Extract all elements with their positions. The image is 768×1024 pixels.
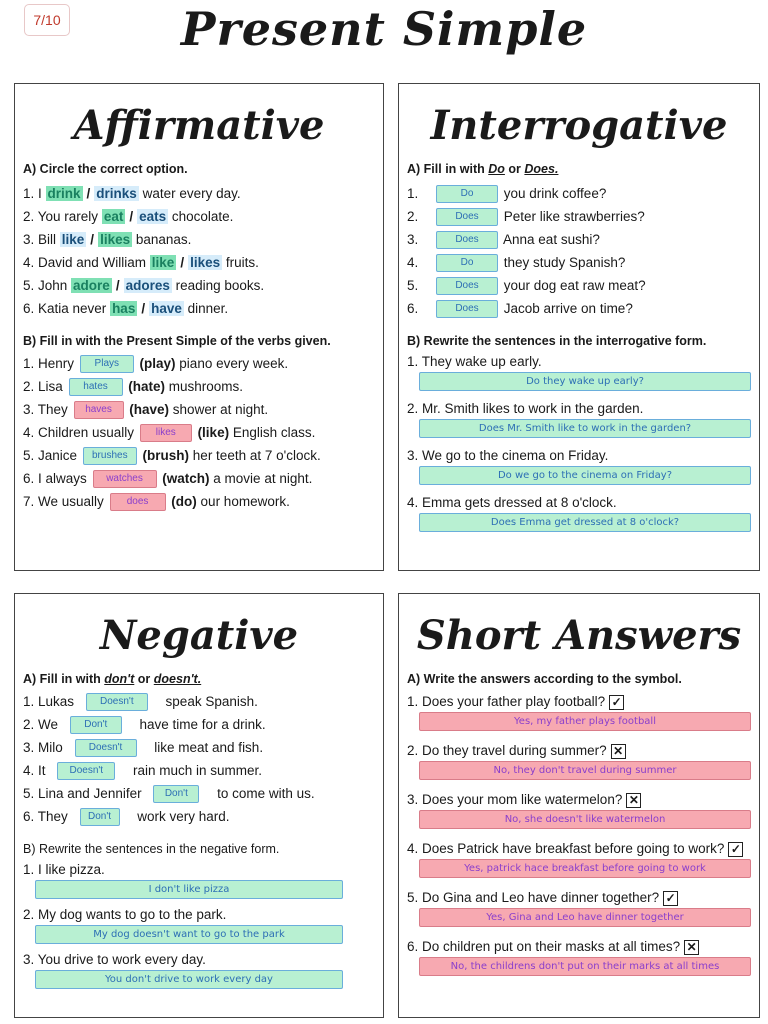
- answer-field[interactable]: does: [110, 493, 166, 511]
- item-number: 5.: [407, 278, 423, 293]
- answer-field[interactable]: Do: [436, 185, 498, 203]
- item-number: 3.: [407, 232, 423, 247]
- list-item: [23, 736, 375, 759]
- question-text: 1. They wake up early.: [407, 354, 542, 369]
- option-separator: /: [141, 301, 146, 316]
- item-suffix: speak Spanish.: [161, 694, 258, 709]
- answer-field[interactable]: Yes, my father plays football: [419, 712, 751, 731]
- list-item: [399, 446, 759, 485]
- item-suffix: water every day.: [138, 186, 241, 201]
- list-item: [23, 375, 375, 398]
- question-label: 6. Do children put on their masks at all times?: [407, 939, 681, 954]
- item-suffix: dinner.: [183, 301, 229, 316]
- option-1[interactable]: drink: [47, 186, 81, 201]
- question-text: [407, 839, 751, 859]
- list-item: [399, 352, 759, 391]
- item-suffix: English class.: [229, 425, 316, 440]
- answer-field[interactable]: haves: [74, 401, 124, 419]
- verb-hint: (watch): [158, 471, 210, 486]
- item-suffix: mushrooms.: [165, 379, 244, 394]
- item-suffix: they study Spanish?: [500, 255, 626, 270]
- item-prefix: 4. It: [23, 763, 50, 778]
- or-text: or: [137, 672, 151, 686]
- list-item: [399, 399, 759, 438]
- list-item: [23, 228, 375, 251]
- option-2[interactable]: drinks: [96, 186, 137, 201]
- checkmark-icon: ✓: [609, 695, 624, 710]
- question-text: [407, 937, 751, 957]
- interrogative-panel: [398, 83, 760, 571]
- list-item: [399, 839, 759, 878]
- answer-field[interactable]: Don't: [80, 808, 120, 826]
- item-suffix: have time for a drink.: [135, 717, 266, 732]
- item-prefix: 5. John: [23, 278, 72, 293]
- item-prefix: 2. Lisa: [23, 379, 67, 394]
- cross-icon: ✕: [611, 744, 626, 759]
- list-item: [407, 297, 751, 320]
- answer-field[interactable]: Does Mr. Smith like to work in the garden?: [419, 419, 751, 438]
- score-badge: 7/10: [24, 4, 70, 36]
- answer-field[interactable]: Doesn't: [86, 693, 148, 711]
- verb-hint: (like): [193, 425, 230, 440]
- question-text: [407, 692, 751, 712]
- question-text: [407, 741, 751, 761]
- question-label: 3. Does your mom like watermelon?: [407, 792, 623, 807]
- answer-field[interactable]: Does: [436, 300, 498, 318]
- answer-field[interactable]: Do they wake up early?: [419, 372, 751, 391]
- question-text: 4. Emma gets dressed at 8 o'clock.: [407, 495, 617, 510]
- list-item: [15, 950, 383, 989]
- option-1[interactable]: adore: [73, 278, 110, 293]
- list-item: [407, 274, 751, 297]
- verb-hint: (play): [135, 356, 176, 371]
- item-prefix: 3. They: [23, 402, 72, 417]
- item-suffix: Jacob arrive on time?: [500, 301, 633, 316]
- verb-hint: (have): [125, 402, 170, 417]
- item-prefix: 2. We: [23, 717, 62, 732]
- question-text: 2. My dog wants to go to the park.: [23, 907, 227, 922]
- list-item: [407, 251, 751, 274]
- option-separator: /: [129, 209, 134, 224]
- interrogative-title: Interrogative: [430, 102, 728, 149]
- question-label: 1. Does your father play football?: [407, 694, 606, 709]
- item-prefix: 1. Henry: [23, 356, 78, 371]
- affirmative-section-b: B) Fill in with the Present Simple of the verbs given.: [23, 334, 331, 348]
- list-item: [407, 228, 751, 251]
- negative-section-b: B) Rewrite the sentences in the negative form.: [23, 842, 280, 856]
- item-prefix: 2. You rarely: [23, 209, 102, 224]
- option-2[interactable]: eats: [139, 209, 167, 224]
- short-answers-title: Short Answers: [416, 612, 742, 659]
- list-item: [407, 182, 751, 205]
- answer-field[interactable]: Don't: [70, 716, 122, 734]
- item-prefix: 3. Bill: [23, 232, 60, 247]
- option-2[interactable]: adores: [125, 278, 170, 293]
- list-item: [399, 692, 759, 731]
- option-2[interactable]: likes: [100, 232, 131, 247]
- negative-panel: [14, 593, 384, 1018]
- answer-field[interactable]: No, she doesn't like watermelon: [419, 810, 751, 829]
- answer-field[interactable]: Does: [436, 231, 498, 249]
- question-text: [407, 888, 751, 908]
- list-item: [399, 888, 759, 927]
- affirmative-title: Affirmative: [73, 102, 325, 149]
- item-prefix: 7. We usually: [23, 494, 108, 509]
- option-1[interactable]: has: [112, 301, 136, 316]
- option-2[interactable]: likes: [190, 255, 221, 270]
- answer-field[interactable]: You don't drive to work every day: [35, 970, 343, 989]
- question-text: [407, 790, 751, 810]
- section-a-text: A) Fill in with: [23, 672, 101, 686]
- cross-icon: ✕: [684, 940, 699, 955]
- does-option: Does.: [524, 162, 559, 176]
- item-suffix: our homework.: [196, 494, 290, 509]
- list-item: [407, 205, 751, 228]
- list-item: [399, 937, 759, 976]
- list-item: [23, 782, 375, 805]
- answer-field[interactable]: Do we go to the cinema on Friday?: [419, 466, 751, 485]
- list-item: [23, 297, 375, 320]
- list-item: [399, 790, 759, 829]
- doesnt-option: doesn't.: [153, 672, 202, 686]
- list-item: [399, 741, 759, 780]
- answer-field[interactable]: watches: [93, 470, 157, 488]
- list-item: [23, 490, 375, 513]
- list-item: [23, 182, 375, 205]
- list-item: [23, 398, 375, 421]
- item-suffix: shower at night.: [169, 402, 269, 417]
- answer-field[interactable]: Plays: [80, 355, 134, 373]
- verb-hint: (do): [167, 494, 197, 509]
- answer-field[interactable]: hates: [69, 378, 123, 396]
- or-text: or: [508, 162, 521, 176]
- checkmark-icon: ✓: [728, 842, 743, 857]
- item-number: 1.: [407, 186, 423, 201]
- question-label: 2. Do they travel during summer?: [407, 743, 607, 758]
- item-prefix: 4. Children usually: [23, 425, 138, 440]
- option-separator: /: [115, 278, 120, 293]
- question-text: 1. I like pizza.: [23, 862, 105, 877]
- item-suffix: Anna eat sushi?: [500, 232, 600, 247]
- item-prefix: 6. Katia never: [23, 301, 111, 316]
- list-item: [23, 352, 375, 375]
- question-text: 3. You drive to work every day.: [23, 952, 206, 967]
- answer-field[interactable]: Doesn't: [57, 762, 115, 780]
- item-suffix: your dog eat raw meat?: [500, 278, 646, 293]
- answer-field[interactable]: No, they don't travel during summer: [419, 761, 751, 780]
- list-item: [23, 274, 375, 297]
- item-prefix: 3. Milo: [23, 740, 67, 755]
- verb-hint: (brush): [138, 448, 190, 463]
- interrogative-section-a: [407, 162, 751, 176]
- answer-field[interactable]: Yes, Gina and Leo have dinner together: [419, 908, 751, 927]
- item-suffix: a movie at night.: [209, 471, 313, 486]
- option-1[interactable]: eat: [103, 209, 124, 224]
- section-a-text: A) Fill in with: [407, 162, 485, 176]
- list-item: [23, 690, 375, 713]
- item-suffix: work very hard.: [133, 809, 230, 824]
- option-1[interactable]: like: [61, 232, 85, 247]
- answer-field[interactable]: Does: [436, 277, 498, 295]
- affirmative-section-a: A) Circle the correct option.: [23, 162, 188, 176]
- item-suffix: to come with us.: [213, 786, 315, 801]
- answer-field[interactable]: Does: [436, 208, 498, 226]
- list-item: [15, 860, 383, 899]
- answer-field[interactable]: Does Emma get dressed at 8 o'clock?: [419, 513, 751, 532]
- list-item: [23, 251, 375, 274]
- item-suffix: rain much in summer.: [129, 763, 263, 778]
- answer-field[interactable]: No, the childrens don't put on their marks at all times: [419, 957, 751, 976]
- item-prefix: 5. Lina and Jennifer: [23, 786, 146, 801]
- answer-field[interactable]: I don't like pizza: [35, 880, 343, 899]
- list-item: [15, 905, 383, 944]
- item-suffix: reading books.: [171, 278, 265, 293]
- option-1[interactable]: like: [151, 255, 175, 270]
- item-suffix: piano every week.: [175, 356, 289, 371]
- item-suffix: you drink coffee?: [500, 186, 607, 201]
- option-2[interactable]: have: [151, 301, 182, 316]
- list-item: [23, 805, 375, 828]
- item-prefix: 1. I: [23, 186, 46, 201]
- item-suffix: fruits.: [222, 255, 259, 270]
- item-prefix: 6. I always: [23, 471, 91, 486]
- answer-field[interactable]: brushes: [83, 447, 137, 465]
- affirmative-panel: [14, 83, 384, 571]
- list-item: [23, 444, 375, 467]
- list-item: [23, 467, 375, 490]
- list-item: [23, 759, 375, 782]
- short-answers-panel: [398, 593, 760, 1018]
- interrogative-section-b: B) Rewrite the sentences in the interrogative form.: [407, 334, 707, 348]
- negative-title: Negative: [99, 612, 299, 659]
- answer-field[interactable]: likes: [140, 424, 192, 442]
- item-number: 4.: [407, 255, 423, 270]
- list-item: [23, 421, 375, 444]
- negative-section-a: [23, 672, 375, 686]
- answer-field[interactable]: My dog doesn't want to go to the park: [35, 925, 343, 944]
- question-label: 5. Do Gina and Leo have dinner together?: [407, 890, 660, 905]
- question-label: 4. Does Patrick have breakfast before going to work?: [407, 841, 725, 856]
- list-item: [23, 205, 375, 228]
- item-suffix: chocolate.: [168, 209, 234, 224]
- item-number: 2.: [407, 209, 423, 224]
- item-suffix: Peter like strawberries?: [500, 209, 645, 224]
- checkmark-icon: ✓: [663, 891, 678, 906]
- list-item: [23, 713, 375, 736]
- option-separator: /: [180, 255, 185, 270]
- item-number: 6.: [407, 301, 423, 316]
- page-title: Present Simple: [180, 2, 588, 56]
- item-prefix: 4. David and William: [23, 255, 150, 270]
- answer-field[interactable]: Do: [436, 254, 498, 272]
- option-separator: /: [90, 232, 95, 247]
- question-text: 3. We go to the cinema on Friday.: [407, 448, 609, 463]
- item-prefix: 6. They: [23, 809, 72, 824]
- answer-field[interactable]: Yes, patrick hace breakfast before going to work: [419, 859, 751, 878]
- item-suffix: bananas.: [132, 232, 192, 247]
- item-suffix: her teeth at 7 o'clock.: [189, 448, 321, 463]
- cross-icon: ✕: [626, 793, 641, 808]
- item-prefix: 5. Janice: [23, 448, 81, 463]
- short-answers-section-a: A) Write the answers according to the symbol.: [407, 672, 682, 686]
- item-prefix: 1. Lukas: [23, 694, 78, 709]
- item-suffix: like meat and fish.: [150, 740, 264, 755]
- list-item: [399, 493, 759, 532]
- do-option: Do: [488, 162, 505, 176]
- dont-option: don't: [104, 672, 135, 686]
- answer-field[interactable]: Don't: [153, 785, 199, 803]
- option-separator: /: [86, 186, 91, 201]
- question-text: 2. Mr. Smith likes to work in the garden.: [407, 401, 644, 416]
- answer-field[interactable]: Doesn't: [75, 739, 137, 757]
- verb-hint: (hate): [124, 379, 166, 394]
